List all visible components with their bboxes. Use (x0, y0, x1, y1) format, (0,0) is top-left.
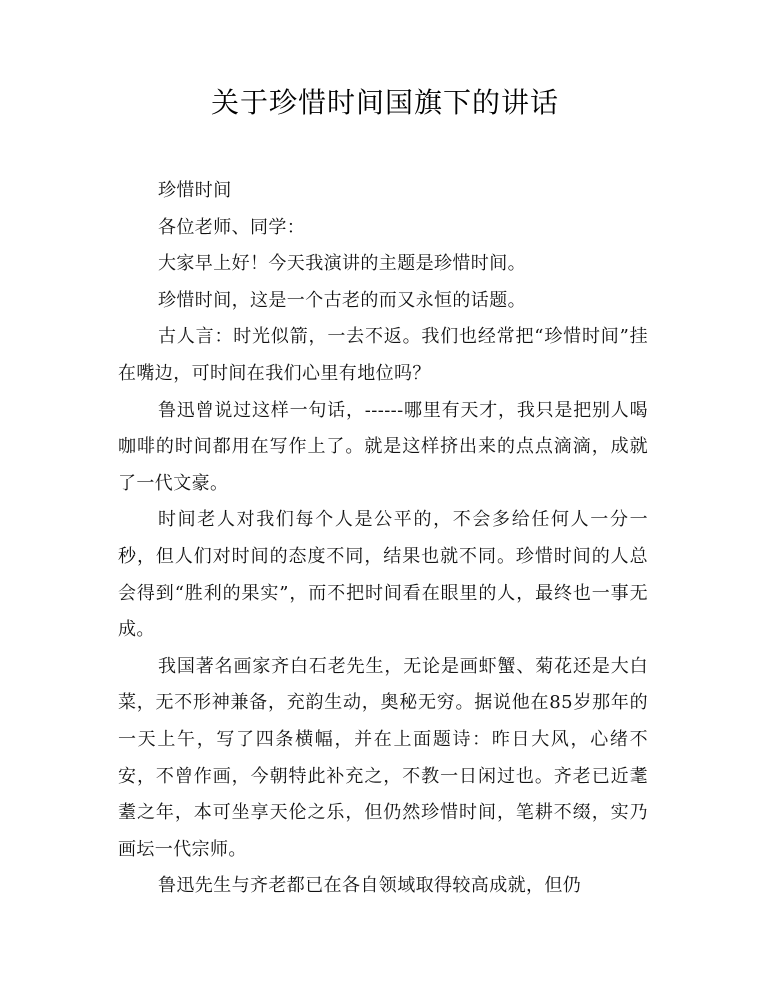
paragraph-salutation: 各位老师、同学： (158, 216, 306, 238)
paragraph-conclusion-start: 鲁迅先生与齐老都已在各自领域取得较高成就，但仍 (158, 875, 582, 897)
paragraph-topic: 珍惜时间，这是一个古老的而又永恒的话题。 (158, 289, 526, 311)
paragraph-qi-baishi: 我国著名画家齐白石老先生，无论是画虾蟹、菊花还是大白菜，无不形神兼备，充韵生动，奥秘无穷。据说他在85岁那年的一天上午，写了四条横幅，并在上面题诗：昨日大风，心绪不安，不曾作画，今朝特此补充之，不教一日闲过也。齐老已近耄耋之年，本可坐享天伦之乐，但仍然珍惜时间，笔耕不缀，实乃画坛一代宗师。 (118, 655, 648, 860)
document-title: 关于珍惜时间国旗下的讲话 (210, 86, 559, 119)
paragraph-ancient-saying: 古人言：时光似箭，一去不返。我们也经常把“珍惜时间”挂在嘴边，可时间在我们心里有地位吗？ (118, 326, 648, 384)
paragraph-heading: 珍惜时间 (158, 180, 232, 201)
paragraph-greeting: 大家早上好！今天我演讲的主题是珍惜时间。 (158, 253, 526, 275)
document-body (118, 173, 648, 905)
paragraph-lu-xun-quote: 鲁迅曾说过这样一句话，------哪里有天才，我只是把别人喝咖啡的时间都用在写作上了。就是这样挤出来的点点滴滴，成就了一代文豪。 (118, 399, 648, 494)
paragraph-time-fairness: 时间老人对我们每个人是公平的，不会多给任何人一分一秒，但人们对时间的态度不同，结果也就不同。珍惜时间的人总会得到“胜利的果实”，而不把时间看在眼里的人，最终也一事无成。 (118, 509, 648, 641)
